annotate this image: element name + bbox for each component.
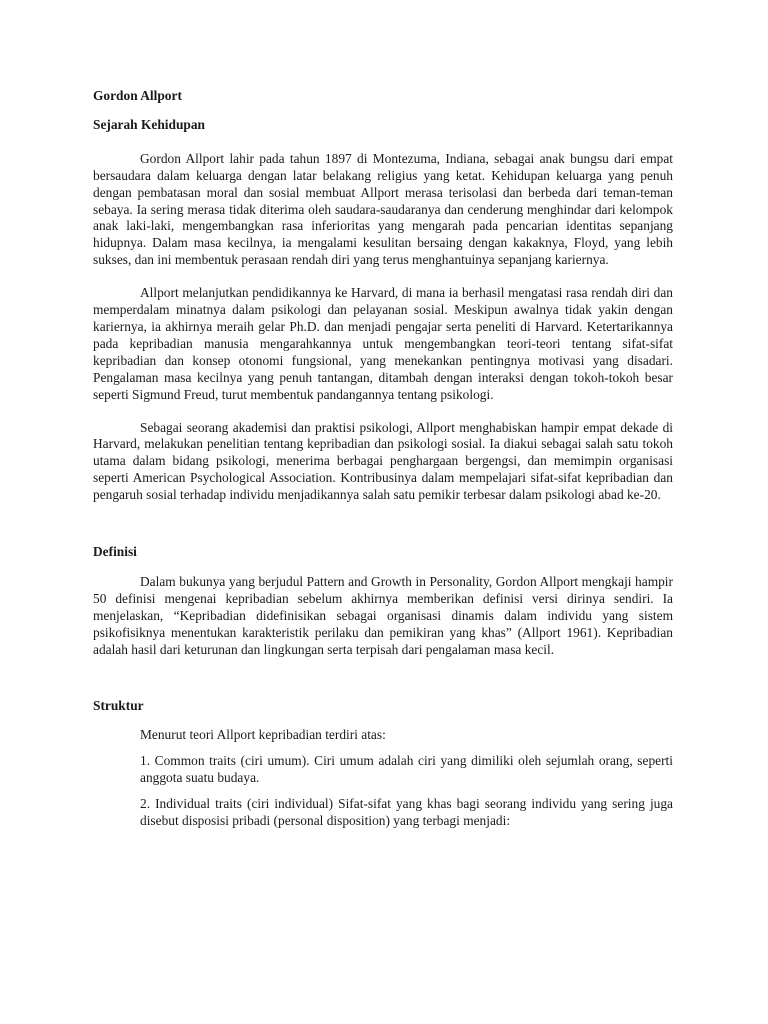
paragraph-definisi: Dalam bukunya yang berjudul Pattern and Growth in Personality, Gordon Allport mengkaji hampir 50 definisi mengenai kepribadian sebelum akhirnya memberikan definisi versi dirinya sendiri. Ia menjelaskan, “Kepribadian didefinisikan sebagai organisasi dinamis dalam individu yang sistem psikofisiknya menentukan karakteristik perilaku dan pemikiran yang khas” (Allport 1961). Kepribadian adalah hasil dari keturunan dan lingkungan serta terpisah dari pengalaman masa kecil.: [93, 573, 673, 657]
paragraph-sejarah-3: Sebagai seorang akademisi dan praktisi psikologi, Allport menghabiskan hampir empat dekade di Harvard, melakukan penelitian tentang kepribadian dan psikologi sosial. Ia diakui sebagai salah satu tokoh utama dalam bidang psikologi, menerima berbagai penghargaan bergengsi, dan memimpin organisasi seperti American Psychological Association. Kontribusinya dalam mempelajari sifat-sifat kepribadian dan pengaruh sosial terhadap individu menjadikannya salah satu pemikir terbesar dalam psikologi abad ke-20.: [93, 419, 673, 503]
list-item-individual-traits: 2. Individual traits (ciri individual) Sifat-sifat yang khas bagi seorang individu yang sering juga disebut disposisi pribadi (personal disposition) yang terbagi menjadi:: [140, 796, 673, 828]
section-heading-definisi: Definisi: [93, 544, 137, 560]
list-item-common-traits: 1. Common traits (ciri umum). Ciri umum adalah ciri yang dimiliki oleh sejumlah orang, seperti anggota suatu budaya.: [140, 753, 673, 786]
document-page: [93, 88, 673, 830]
paragraph-sejarah-2: Allport melanjutkan pendidikannya ke Harvard, di mana ia berhasil mengatasi rasa rendah diri dan memperdalam minatnya dalam psikologi dan pelayanan sosial. Meskipun awalnya tidak yakin dengan kariernya, ia akhirnya meraih gelar Ph.D. dan menjadi pengajar serta peneliti di Harvard. Ketertarikannya pada kepribadian manusia mengarahkannya untuk mengembangkan teori-teori tentang sifat-sifat kepribadian dan konsep otonomi fungsional, yang menekankan pentingnya motivasi yang disadari. Pengalaman masa kecilnya yang penuh tantangan, ditambah dengan interaksi dengan tokoh-tokoh besar seperti Sigmund Freud, turut membentuk pandangannya tentang psikologi.: [93, 285, 673, 402]
section-heading-sejarah: Sejarah Kehidupan: [93, 116, 205, 132]
paragraph-sejarah-1: Gordon Allport lahir pada tahun 1897 di Montezuma, Indiana, sebagai anak bungsu dari empat bersaudara dalam keluarga dengan latar belakang religius yang ketat. Kehidupan keluarga yang penuh dengan pembatasan moral dan sosial membuat Allport merasa terisolasi dan berbeda dari teman-teman sebaya. Ia sering merasa tidak diterima oleh saudara-saudaranya dan cenderung menghindar dari kelompok anak laki-laki, mengembangkan rasa inferioritas yang mengarah pada pencarian identitas sepanjang hidupnya. Dalam masa kecilnya, ia mengalami kesulitan bersaing dengan kakaknya, Floyd, yang lebih sukses, dan ini membentuk perasaan rendah diri yang terus menghantuinya sepanjang kariernya.: [93, 150, 673, 268]
paragraph-struktur-intro: Menurut teori Allport kepribadian terdiri atas:: [140, 727, 386, 743]
section-heading-struktur: Struktur: [93, 698, 144, 714]
document-title: Gordon Allport: [93, 88, 182, 103]
